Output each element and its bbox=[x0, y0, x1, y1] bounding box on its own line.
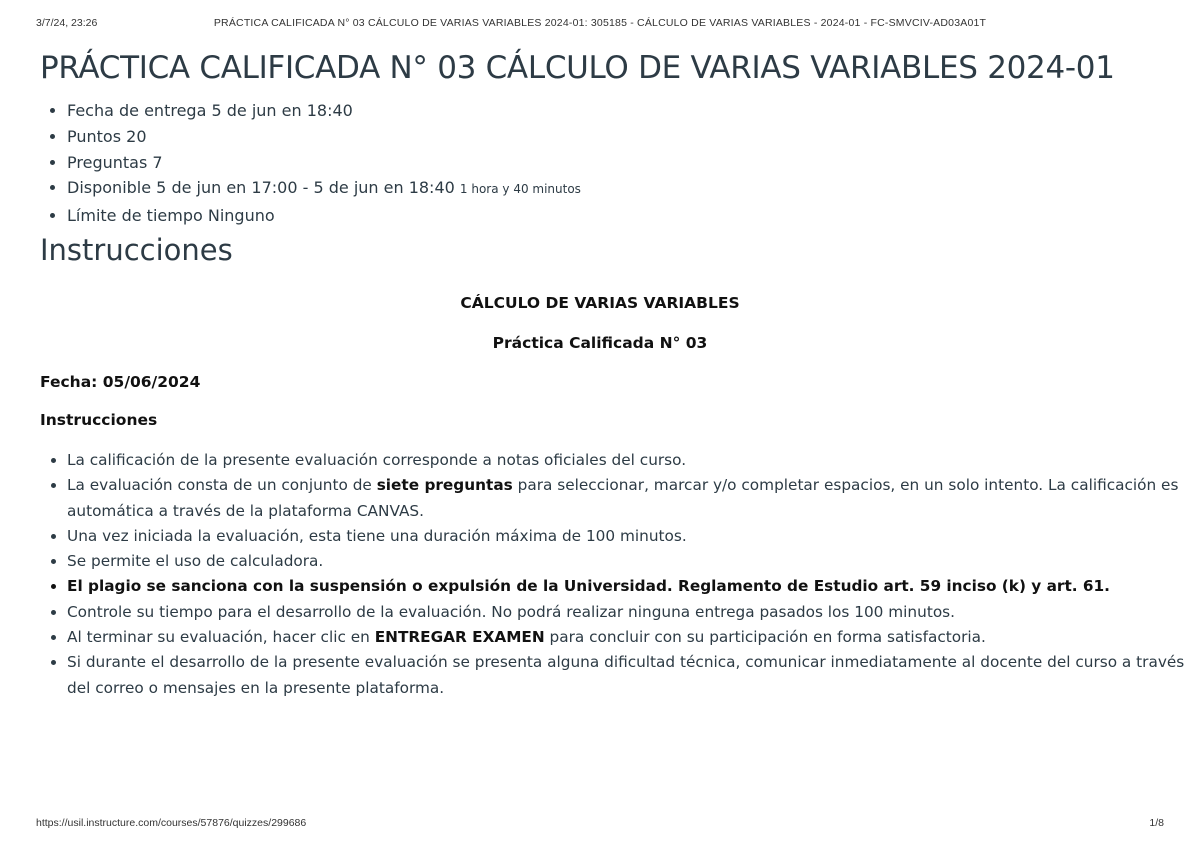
meta-due bbox=[67, 98, 581, 124]
meta-available bbox=[67, 175, 581, 203]
print-footer-page: 1/8 bbox=[1149, 817, 1164, 829]
meta-label: Fecha de entrega bbox=[67, 101, 207, 120]
instruction-item: • Una vez iniciada la evaluación, esta tiene una duración máxima de 100 minutos. bbox=[67, 524, 1187, 549]
page-title: PRÁCTICA CALIFICADA N° 03 CÁLCULO DE VARIAS VARIABLES 2024-01 bbox=[40, 50, 1115, 86]
instruction-item: • Controle su tiempo para el desarrollo de la evaluación. No podrá realizar ninguna entrega pasados los 100 minutos. bbox=[67, 600, 1187, 625]
exam-date: Fecha: 05/06/2024 bbox=[40, 373, 201, 391]
meta-value: Ninguno bbox=[207, 206, 275, 226]
meta-value: 5 de jun en 18:40 bbox=[211, 101, 353, 120]
meta-value: 7 bbox=[152, 152, 163, 172]
course-title: CÁLCULO DE VARIAS VARIABLES bbox=[460, 294, 740, 312]
print-doc-title: PRÁCTICA CALIFICADA N° 03 CÁLCULO DE VARIAS VARIABLES 2024-01: 305185 - CÁLCULO DE VARIAS VARIABLES - 2024-01 - FC-SMVCIV-AD03A01T bbox=[213, 17, 987, 29]
meta-label: Preguntas bbox=[67, 152, 148, 172]
meta-points bbox=[67, 124, 581, 150]
print-header bbox=[36, 17, 1164, 33]
print-footer-url: https://usil.instructure.com/courses/57876/quizzes/299686 bbox=[36, 817, 307, 829]
instruction-item: • Si durante el desarrollo de la presente evaluación se presenta alguna dificultad técnica, comunicar inmediatamente al docente del curso a través del correo o mensajes en la presente plataforma. bbox=[67, 650, 1187, 701]
instruction-text: para concluir con su participación en forma satisfactoria. bbox=[544, 628, 986, 647]
instruction-item: • La calificación de la presente evaluación corresponde a notas oficiales del curso. bbox=[67, 448, 1187, 473]
instruction-emphasis: siete preguntas bbox=[376, 476, 513, 495]
instruction-item bbox=[67, 625, 1187, 650]
instructions-heading: Instrucciones bbox=[40, 233, 233, 267]
instruction-item bbox=[67, 473, 1187, 524]
instruction-item: • El plagio se sanciona con la suspensión o expulsión de la Universidad. Reglamento de Estudio art. 59 inciso (k) y art. 61. bbox=[67, 574, 1187, 599]
instructions-subheading: Instrucciones bbox=[40, 411, 158, 429]
meta-value: 20 bbox=[126, 126, 147, 146]
meta-time-limit bbox=[67, 203, 581, 229]
meta-questions bbox=[67, 150, 581, 176]
instruction-text: La evaluación consta de un conjunto de bbox=[67, 476, 377, 495]
meta-duration: 1 hora y 40 minutos bbox=[459, 182, 581, 197]
instructions-list bbox=[40, 448, 1187, 701]
exam-title: Práctica Calificada N° 03 bbox=[492, 334, 708, 352]
meta-label: Límite de tiempo bbox=[67, 206, 203, 226]
quiz-meta-list bbox=[40, 98, 581, 229]
instruction-text: Al terminar su evaluación, hacer clic en bbox=[67, 628, 375, 647]
instruction-item: • Se permite el uso de calculadora. bbox=[67, 549, 1187, 574]
meta-value: 5 de jun en 17:00 - 5 de jun en 18:40 bbox=[156, 178, 455, 198]
meta-label: Puntos bbox=[67, 126, 122, 146]
print-datetime: 3/7/24, 23:26 bbox=[36, 17, 98, 29]
meta-label: Disponible bbox=[67, 178, 152, 198]
instruction-text: para seleccionar, marcar y/o completar espacios, en un solo intento. La calificación es automática a través de la plataforma CANVAS. bbox=[67, 476, 1179, 520]
instruction-emphasis: ENTREGAR EXAMEN bbox=[374, 628, 545, 647]
